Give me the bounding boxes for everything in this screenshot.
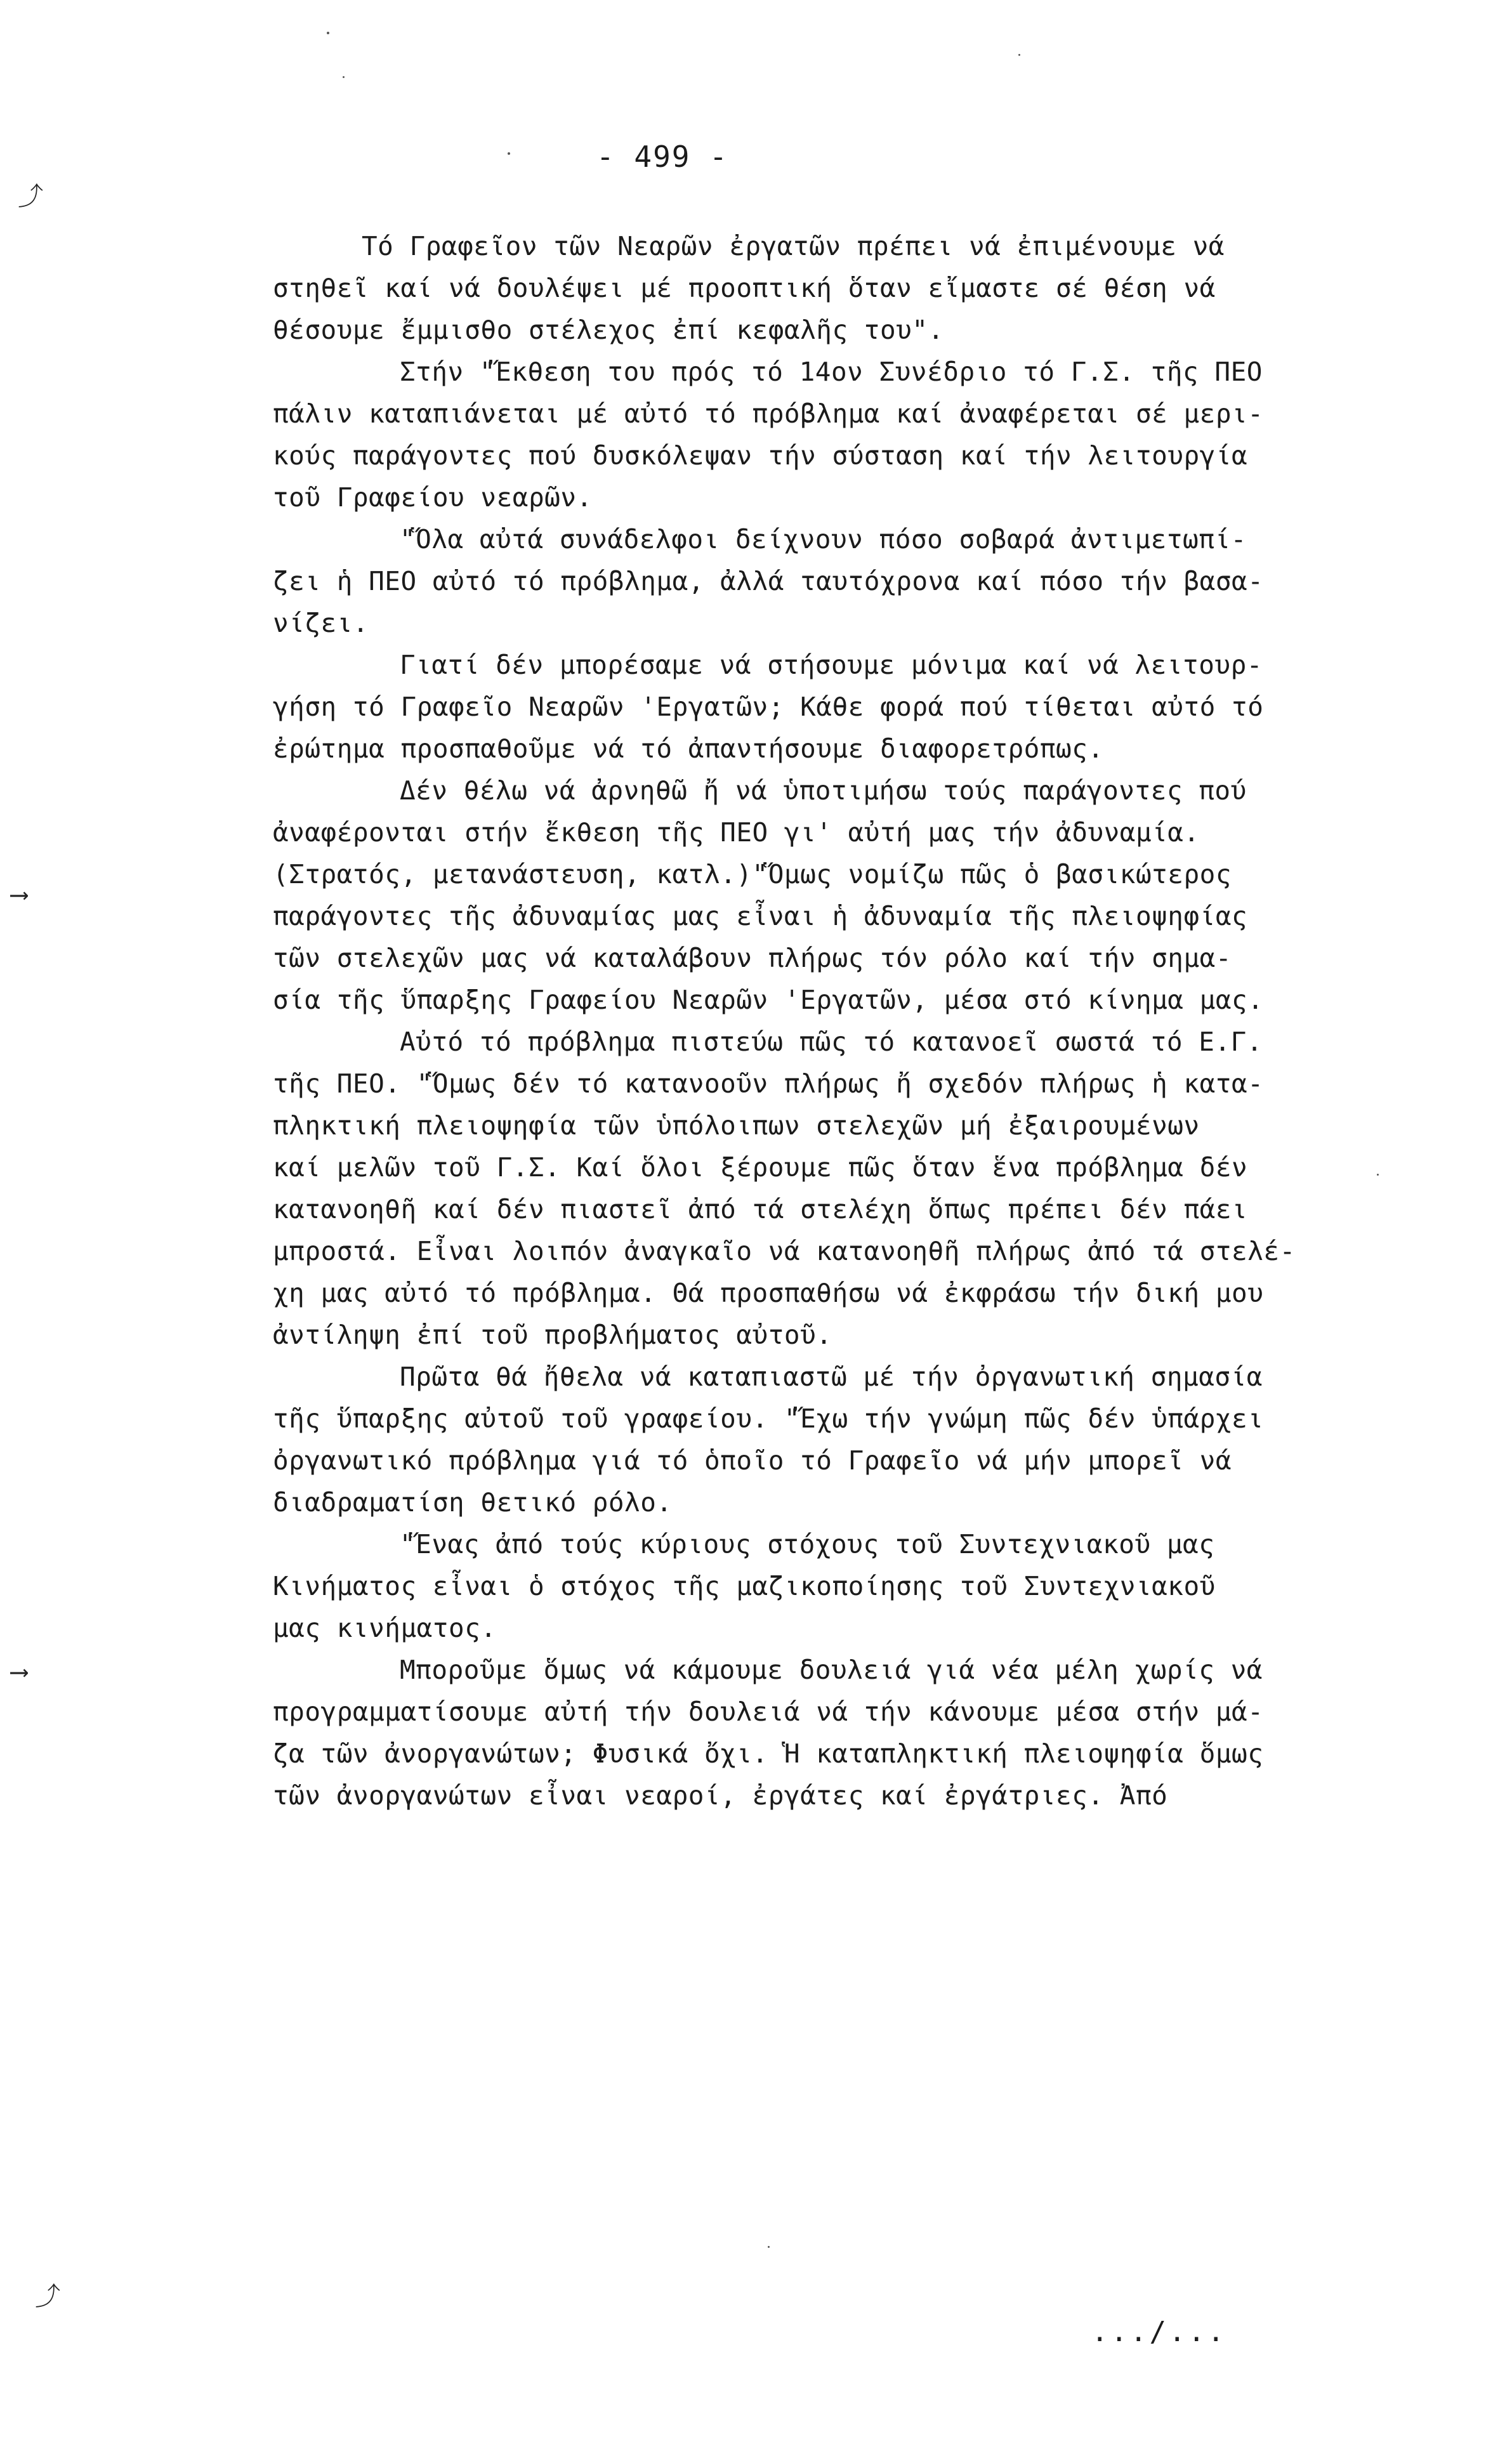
text-line: καί μελῶν τοῦ Γ.Σ. Καί ὅλοι ξέρουμε πῶς ὅταν ἕνα πρόβλημα δέν	[273, 1152, 1248, 1183]
text-line: γήση τό Γραφεῖο Νεαρῶν 'Εργατῶν; Κάθε φορά πού τίθεται αὐτό τό	[273, 692, 1264, 722]
text-line: "Ὅλα αὐτά συνάδελφοι δείχνουν πόσο σοβαρά ἀντιμετωπί-	[400, 524, 1247, 555]
text-line: ἀντίληψη ἐπί τοῦ προβλήματος αὐτοῦ.	[273, 1320, 832, 1350]
text-line: νίζει.	[273, 608, 369, 638]
text-line: Δέν θέλω νά ἀρνηθῶ ἤ νά ὑποτιμήσω τούς παράγοντες πού	[400, 775, 1247, 806]
scan-speck	[343, 76, 345, 78]
margin-arrow-mark: ⟶	[11, 880, 27, 909]
text-line: "Ἕνας ἀπό τούς κύριους στόχους τοῦ Συντεχνιακοῦ μας	[400, 1529, 1215, 1559]
scan-speck	[327, 32, 329, 34]
text-line: τῆς ΠΕΟ. "Ὅμως δέν τό κατανοοῦν πλήρως ἤ σχεδόν πλήρως ἡ κατα-	[273, 1068, 1264, 1099]
scan-speck	[1018, 54, 1020, 56]
text-line: ζα τῶν ἀνοργανώτων; Φυσικά ὄχι. Ἡ καταπληκτική πλειοψηφία ὅμως	[273, 1738, 1264, 1769]
scan-speck	[768, 2246, 770, 2248]
text-line: προγραμματίσουμε αὐτή τήν δουλειά νά τήν κάνουμε μέσα στήν μά-	[273, 1697, 1264, 1727]
text-line: ἀναφέρονται στήν ἔκθεση τῆς ΠΕΟ γι' αὐτή μας τήν ἀδυναμία.	[273, 817, 1200, 848]
text-line: κούς παράγοντες πού δυσκόλεψαν τήν σύσταση καί τήν λειτουργία	[273, 440, 1248, 471]
text-line: μας κινήματος.	[273, 1613, 497, 1643]
text-line: σία τῆς ὕπαρξης Γραφείου Νεαρῶν 'Εργατῶν, μέσα στό κίνημα μας.	[273, 985, 1264, 1015]
text-line: (Στρατός, μετανάστευση, κατλ.)"Ὅμως νομίζω πῶς ὁ βασικώτερος	[273, 859, 1232, 889]
text-line: θέσουμε ἔμμισθο στέλεχος ἐπί κεφαλῆς του".	[273, 315, 944, 345]
page-number: - 499 -	[596, 140, 728, 174]
continuation-mark: .../...	[1091, 2316, 1227, 2348]
text-line: τῶν στελεχῶν μας νά καταλάβουν πλήρως τόν ρόλο καί τήν σημα-	[273, 943, 1232, 973]
margin-arrow-mark: ⤴	[35, 2282, 60, 2311]
text-line: Τό Γραφεῖον τῶν Νεαρῶν ἐργατῶν πρέπει νά ἐπιμένουμε νά	[362, 231, 1225, 261]
text-line: πληκτική πλειοψηφία τῶν ὑπόλοιπων στελεχῶν μή ἐξαιρουμένων	[273, 1110, 1200, 1141]
margin-arrow-mark: ⤴	[18, 182, 43, 211]
text-line: ὀργανωτικό πρόβλημα γιά τό ὁποῖο τό Γραφεῖο νά μήν μπορεῖ νά	[273, 1445, 1232, 1476]
text-line: στηθεῖ καί νά δουλέψει μέ προοπτική ὅταν εἴμαστε σέ θέση νά	[273, 273, 1216, 303]
scan-speck	[508, 152, 510, 155]
text-line: πάλιν καταπιάνεται μέ αὐτό τό πρόβλημα καί ἀναφέρεται σέ μερι-	[273, 398, 1264, 429]
text-line: ἐρώτημα προσπαθοῦμε νά τό ἀπαντήσουμε διαφορετρόπως.	[273, 733, 1104, 764]
text-line: διαδραματίση θετικό ρόλο.	[273, 1487, 673, 1518]
margin-arrow-mark: ⟶	[11, 1657, 27, 1686]
text-line: Μποροῦμε ὅμως νά κάμουμε δουλειά γιά νέα μέλη χωρίς νά	[400, 1655, 1263, 1685]
text-line: παράγοντες τῆς ἀδυναμίας μας εἶναι ἡ ἀδυναμία τῆς πλειοψηφίας	[273, 901, 1248, 931]
text-line: Στήν "Ἔκθεση του πρός τό 14ον Συνέδριο τό Γ.Σ. τῆς ΠΕΟ	[400, 357, 1263, 387]
text-line: χη μας αὐτό τό πρόβλημα. Θά προσπαθήσω νά ἐκφράσω τήν δική μου	[273, 1278, 1264, 1308]
text-line: κατανοηθῆ καί δέν πιαστεῖ ἀπό τά στελέχη ὅπως πρέπει δέν πάει	[273, 1194, 1248, 1224]
text-line: μπροστά. Εἶναι λοιπόν ἀναγκαῖο νά κατανοηθῆ πλήρως ἀπό τά στελέ-	[273, 1236, 1296, 1266]
body-text	[273, 225, 1402, 1816]
text-line: Γιατί δέν μπορέσαμε νά στήσουμε μόνιμα καί νά λειτουρ-	[400, 650, 1263, 680]
text-line: ζει ἡ ΠΕΟ αὐτό τό πρόβλημα, ἀλλά ταυτόχρονα καί πόσο τήν βασα-	[273, 566, 1264, 596]
text-line: τῆς ὕπαρξης αὐτοῦ τοῦ γραφείου. "Ἔχω τήν γνώμη πῶς δέν ὑπάρχει	[273, 1403, 1264, 1434]
text-line: Πρῶτα θά ἤθελα νά καταπιαστῶ μέ τήν ὀργανωτική σημασία	[400, 1362, 1263, 1392]
text-line: Κινήματος εἶναι ὁ στόχος τῆς μαζικοποίησης τοῦ Συντεχνιακοῦ	[273, 1571, 1216, 1601]
scan-speck	[1377, 1174, 1379, 1176]
text-line: τοῦ Γραφείου νεαρῶν.	[273, 482, 593, 513]
text-line: Αὐτό τό πρόβλημα πιστεύω πῶς τό κατανοεῖ σωστά τό Ε.Γ.	[400, 1027, 1263, 1057]
text-line: τῶν ἀνοργανώτων εἶναι νεαροί, ἐργάτες καί ἐργάτριες. Ἀπό	[273, 1780, 1168, 1811]
